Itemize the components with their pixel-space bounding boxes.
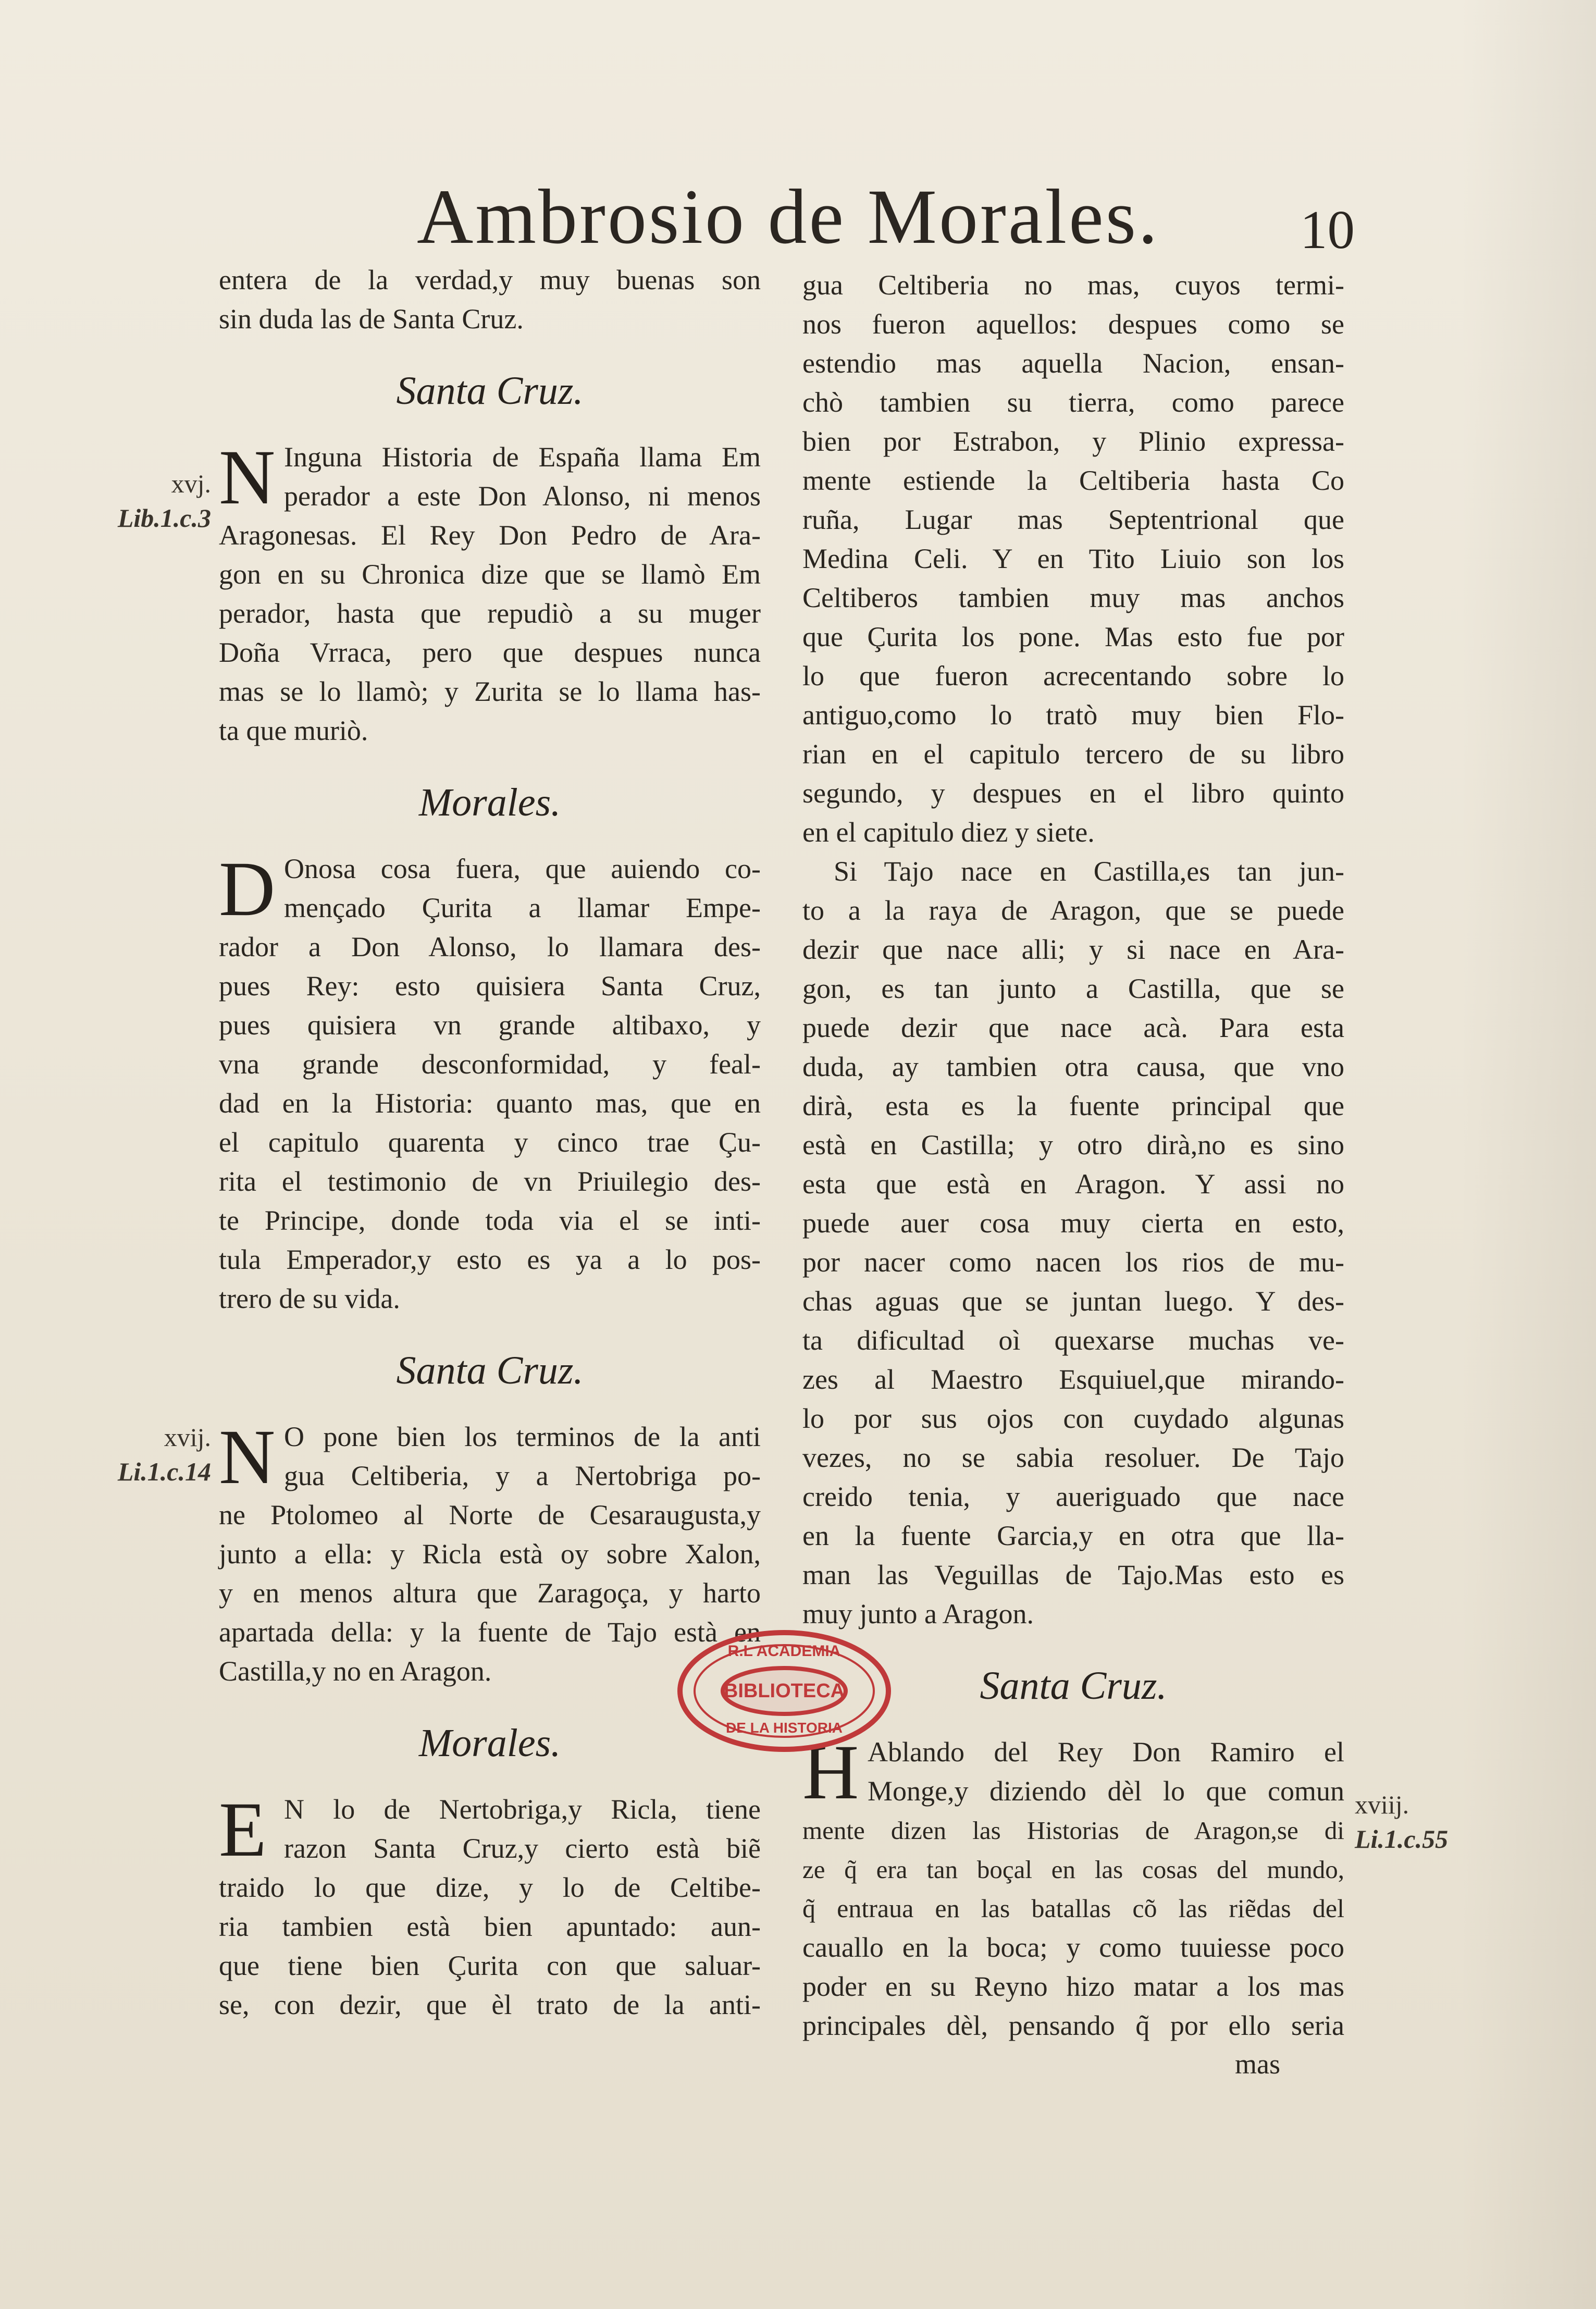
- text-line: bien por Estrabon, y Plinio expressa-: [802, 426, 1344, 457]
- text-line: razon Santa Cruz,y cierto està biẽ: [284, 1833, 761, 1864]
- text-line: rador a Don Alonso, lo llamara des-: [219, 931, 761, 962]
- margin-number: xvij.: [164, 1423, 211, 1452]
- text-line: muy junto a Aragon.: [802, 1598, 1034, 1629]
- text-line: junto a ella: y Ricla està oy sobre Xalon,: [219, 1538, 761, 1570]
- catchword: mas: [1235, 2048, 1280, 2080]
- opening-paragraph: [219, 261, 761, 339]
- margin-reference: Li.1.c.14: [117, 1457, 211, 1486]
- stamp-bottom-text: DE LA HISTORIA: [725, 1720, 843, 1736]
- left-column: [219, 261, 761, 2024]
- paragraph-morales-1: [219, 846, 761, 1318]
- margin-note-xviij: [1355, 1787, 1490, 1856]
- text-line: mençado Çurita a llamar Empe-: [284, 892, 761, 923]
- section-heading: Santa Cruz.: [980, 1664, 1167, 1708]
- text-line: dezir que nace alli; y si nace en Ara-: [802, 934, 1344, 965]
- text-line: vna grande desconformidad, y feal-: [219, 1048, 761, 1080]
- text-line: segundo, y despues en el libro quinto: [802, 777, 1344, 809]
- section-heading: Santa Cruz.: [396, 1349, 584, 1392]
- drop-initial: N: [219, 434, 276, 521]
- paragraph-continued: [802, 266, 1344, 852]
- paragraph-xviij: [802, 1729, 1344, 2045]
- margin-reference: Lib.1.c.3: [117, 503, 211, 533]
- text-line: perador, hasta que repudiò a su muger: [219, 598, 761, 629]
- text-line: està en Castilla; y otro dirà,no es sino: [802, 1129, 1344, 1160]
- text-line: entera de la verdad,y muy buenas son: [219, 264, 761, 295]
- section-heading: Morales.: [418, 781, 561, 824]
- text-line: ria tambien està bien apuntado: aun-: [219, 1911, 761, 1942]
- text-line: Castilla,y no en Aragon.: [219, 1656, 492, 1687]
- stamp-seal-icon: [675, 1626, 894, 1756]
- text-line: O pone bien los terminos de la anti: [284, 1421, 761, 1452]
- stamp-top-text: R.L ACADEMIA: [727, 1643, 841, 1660]
- margin-number: xvj.: [171, 469, 211, 498]
- text-line: lo por sus ojos con cuydado algunas: [802, 1403, 1344, 1434]
- paragraph-tajo: [802, 852, 1344, 1634]
- text-line: y en menos altura que Zaragoça, y harto: [219, 1577, 761, 1609]
- text-line: principales dèl, pensando q̃ por ello seria: [802, 2010, 1344, 2041]
- text-line: Medina Celi. Y en Tito Liuio son los: [802, 543, 1344, 574]
- section-heading: Morales.: [418, 1721, 561, 1765]
- text-line: rian en el capitulo tercero de su libro: [802, 738, 1344, 770]
- text-line: mente dizen las Historias de Aragon,se di: [802, 1816, 1344, 1845]
- text-line: Onosa cosa fuera, que auiendo co-: [284, 853, 761, 884]
- text-line: nos fueron aquellos: despues como se: [802, 308, 1344, 340]
- text-line: gon, es tan junto a Castilla, que se: [802, 973, 1344, 1004]
- text-line: ze q̃ era tan boçal en las cosas del mundo,: [802, 1855, 1344, 1884]
- text-line: chò tambien su tierra, como parece: [802, 387, 1344, 418]
- text-line: Aragonesas. El Rey Don Pedro de Ara-: [219, 520, 761, 551]
- text-line: por nacer como nacen los rios de mu-: [802, 1246, 1344, 1278]
- drop-initial: D: [219, 846, 276, 932]
- running-head: Ambrosio de Morales.: [417, 174, 1160, 260]
- text-line: cauallo en la boca; y como tuuiesse poco: [802, 1932, 1344, 1963]
- paragraph-morales-2: [219, 1786, 761, 2024]
- text-line: Ablando del Rey Don Ramiro el: [868, 1736, 1344, 1768]
- text-line: lo que fueron acrecentando sobre lo: [802, 660, 1344, 692]
- text-line: gon en su Chronica dize que se llamò Em: [219, 559, 761, 590]
- right-column: [802, 266, 1344, 2045]
- text-line: ta dificultad oì quexarse muchas ve-: [802, 1325, 1344, 1356]
- library-stamp: [675, 1626, 894, 1759]
- text-line: zes al Maestro Esquiuel,que mirando-: [802, 1364, 1344, 1395]
- text-line: que tiene bien Çurita con que saluar-: [219, 1950, 761, 1981]
- text-line: sin duda las de Santa Cruz.: [219, 303, 524, 335]
- text-line: man las Veguillas de Tajo.Mas esto es: [802, 1559, 1344, 1590]
- page-edge-shadow: [1461, 0, 1596, 2309]
- text-line: apartada della: y la fuente de Tajo està en: [219, 1616, 761, 1648]
- text-line: pues Rey: esto quisiera Santa Cruz,: [219, 970, 761, 1002]
- text-line: pues quisiera vn grande altibaxo, y: [219, 1009, 761, 1041]
- text-line: se, con dezir, que èl trato de la anti-: [219, 1989, 761, 2020]
- text-line: antiguo,como lo tratò muy bien Flo-: [802, 699, 1344, 731]
- paragraph-xvj: [219, 434, 761, 750]
- text-line: q̃ entraua en las batallas cõ las riẽdas del: [802, 1894, 1344, 1923]
- text-line: puede dezir que nace acà. Para esta: [802, 1012, 1344, 1043]
- text-line: dad en la Historia: quanto mas, que en: [219, 1088, 761, 1119]
- text-line: mas se lo llamò; y Zurita se lo llama has-: [219, 676, 761, 707]
- text-line: que Çurita los pone. Mas esto fue por: [802, 621, 1344, 652]
- stamp-center-text: BIBLIOTECA: [723, 1680, 845, 1702]
- text-line: en el capitulo diez y siete.: [802, 817, 1095, 848]
- text-line: perador a este Don Alonso, ni menos: [284, 480, 761, 512]
- text-line: Monge,y diziendo dèl lo que comun: [868, 1775, 1344, 1807]
- text-line: en la fuente Garcia,y en otra que lla-: [802, 1520, 1344, 1551]
- section-heading: Santa Cruz.: [396, 369, 584, 413]
- text-line: to a la raya de Aragon, que se puede: [802, 895, 1344, 926]
- text-line: tula Emperador,y esto es ya a lo pos-: [219, 1244, 761, 1275]
- text-line: gua Celtiberia no mas, cuyos termi-: [802, 269, 1344, 301]
- text-line: gua Celtiberia, y a Nertobriga po-: [284, 1460, 761, 1491]
- text-line: dirà, esta es la fuente principal que: [802, 1090, 1344, 1121]
- text-line: el capitulo quarenta y cinco trae Çu-: [219, 1127, 761, 1158]
- text-line: vezes, no se sabia resoluer. De Tajo: [802, 1442, 1344, 1473]
- text-line: poder en su Reyno hizo matar a los mas: [802, 1971, 1344, 2002]
- text-line: N lo de Nertobriga,y Ricla, tiene: [284, 1794, 761, 1825]
- margin-note-xvij: [78, 1420, 211, 1489]
- margin-reference: Li.1.c.55: [1355, 1824, 1449, 1854]
- margin-note-xvj: [89, 466, 211, 535]
- text-line: Celtiberos tambien muy mas anchos: [802, 582, 1344, 613]
- drop-initial: H: [802, 1729, 859, 1816]
- text-line: traido lo que dize, y lo de Celtibe-: [219, 1872, 761, 1903]
- text-line: te Principe, donde toda via el se inti-: [219, 1205, 761, 1236]
- drop-initial: N: [219, 1414, 276, 1500]
- drop-initial: E: [219, 1786, 267, 1873]
- text-line: trero de su vida.: [219, 1283, 400, 1314]
- text-line: duda, ay tambien otra causa, que vno: [802, 1051, 1344, 1082]
- text-line: creido tenia, y aueriguado que nace: [802, 1481, 1344, 1512]
- text-line: rita el testimonio de vn Priuilegio des-: [219, 1166, 761, 1197]
- text-line: ta que muriò.: [219, 715, 368, 746]
- text-line: ruña, Lugar mas Septentrional que: [802, 504, 1344, 535]
- text-line: ne Ptolomeo al Norte de Cesaraugusta,y: [219, 1499, 761, 1530]
- text-line: Si Tajo nace en Castilla,es tan jun-: [834, 856, 1344, 887]
- text-line: puede auer cosa muy cierta en esto,: [802, 1207, 1344, 1239]
- margin-number: xviij.: [1355, 1790, 1409, 1819]
- text-line: esta que està en Aragon. Y assi no: [802, 1168, 1344, 1200]
- text-line: mente estiende la Celtiberia hasta Co: [802, 465, 1344, 496]
- text-line: Inguna Historia de España llama Em: [284, 441, 761, 473]
- page-number: 10: [1300, 199, 1355, 260]
- text-line: chas aguas que se juntan luego. Y des-: [802, 1286, 1344, 1317]
- text-line: estendio mas aquella Nacion, ensan-: [802, 348, 1344, 379]
- text-line: Doña Vrraca, pero que despues nunca: [219, 637, 761, 668]
